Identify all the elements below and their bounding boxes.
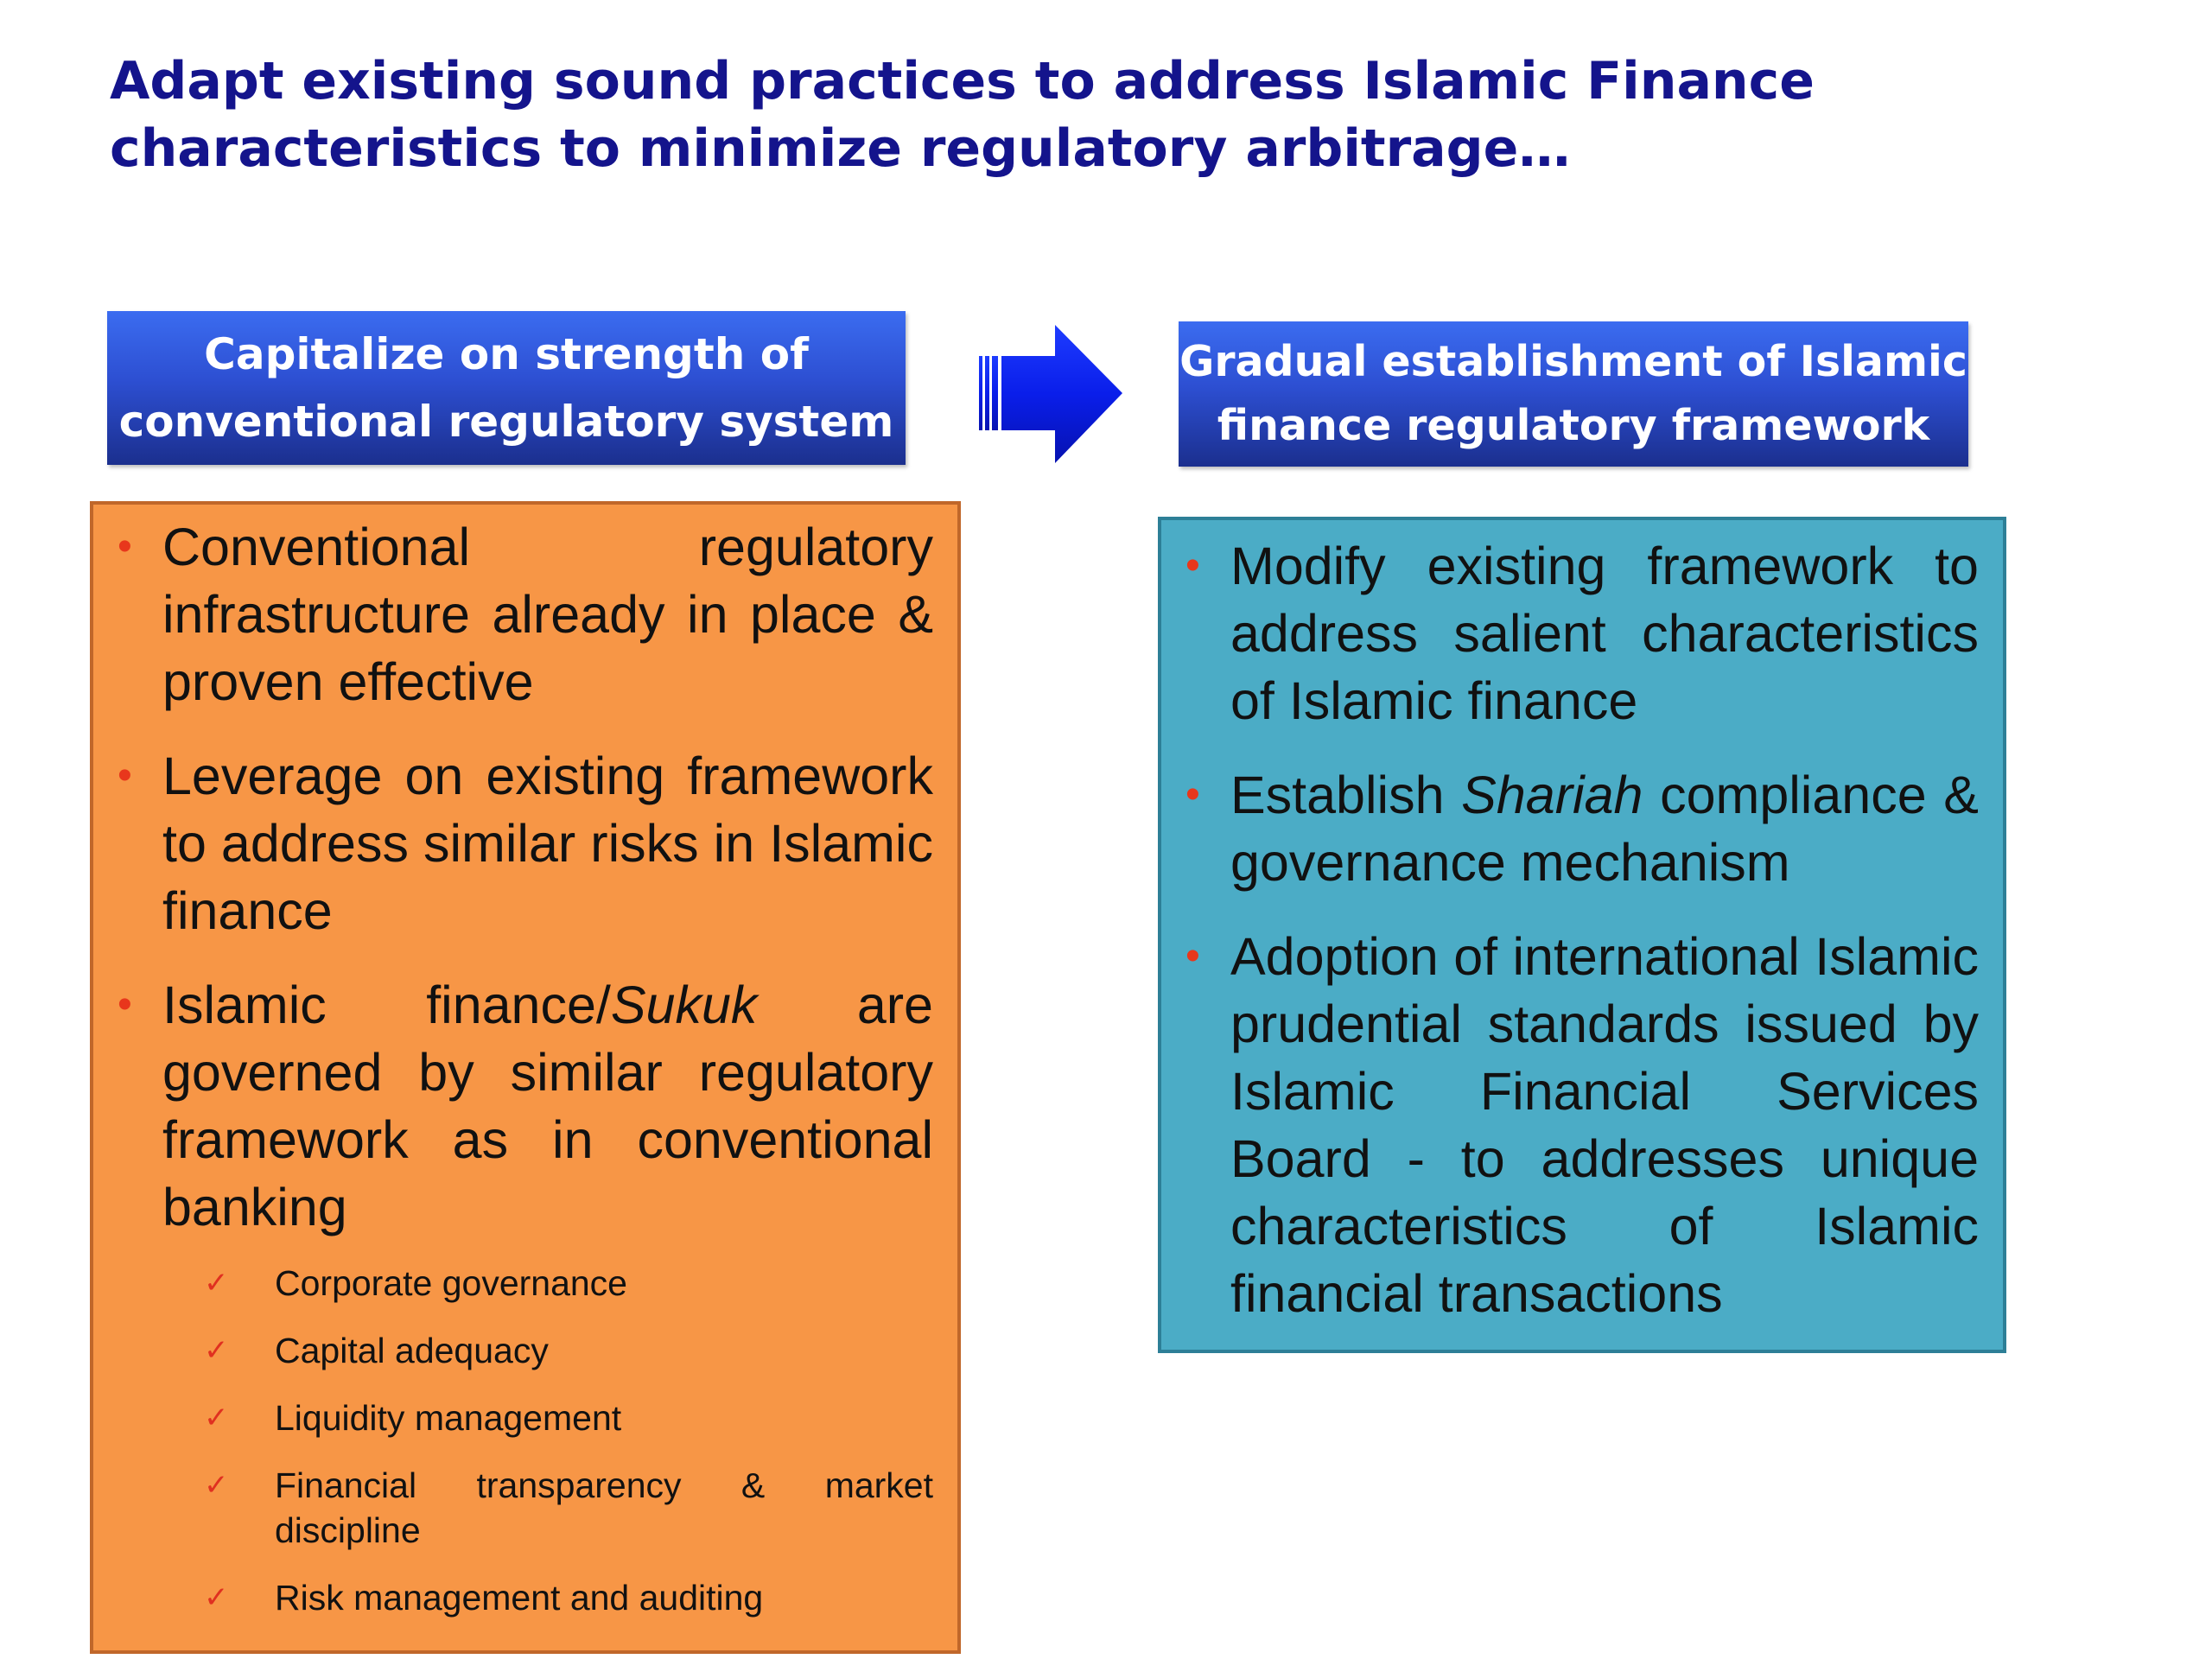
- slide-title-line-1: Adapt existing sound practices to address Islamic Finance: [110, 51, 1815, 111]
- left-header-box: [107, 311, 906, 465]
- right-bullet-text: Adoption of international Islamic prudential standards issued by Islamic Financial Services Board - to addresses unique characteristics of Islamic financial transactions: [1230, 927, 1979, 1323]
- right-bullet-text-italic: Shariah: [1461, 766, 1643, 824]
- right-bullet-text-after: compliance & governance mechanism: [1230, 766, 1979, 892]
- left-header-line-2: conventional regulatory system: [118, 397, 894, 447]
- right-bullet-text: Modify existing framework to address salient characteristics of Islamic finance: [1230, 537, 1979, 730]
- left-bullet-list: [118, 513, 933, 1241]
- left-bullet-text-after: are governed by similar regulatory framework as in conventional banking: [162, 976, 933, 1236]
- left-bullet-text-before: Islamic finance/: [162, 976, 611, 1034]
- left-bullet-text: Conventional regulatory infrastructure already in place & proven effective: [162, 518, 933, 711]
- check-list-item: [204, 1575, 933, 1620]
- check-icon: ✓: [204, 1401, 229, 1435]
- left-header-line-1: Capitalize on strength of: [204, 329, 809, 379]
- check-list-text: Liquidity management: [275, 1398, 622, 1438]
- left-check-list: [162, 1261, 933, 1620]
- right-content-box: [1158, 517, 2006, 1353]
- bullet-dot-icon: •: [1185, 543, 1200, 588]
- left-bullet-item: [118, 742, 933, 944]
- check-icon: ✓: [204, 1266, 229, 1300]
- slide-title-line-2: characteristics to minimize regulatory arbitrage…: [110, 118, 1571, 179]
- right-header-line-1: Gradual establishment of Islamic: [1179, 337, 1967, 386]
- left-content-box: [90, 501, 961, 1654]
- bullet-dot-icon: •: [118, 982, 132, 1027]
- right-header-line-2: finance regulatory framework: [1217, 401, 1930, 450]
- right-bullet-item: [1185, 923, 1979, 1327]
- right-bullet-list: [1185, 532, 1979, 1327]
- right-arrow-icon: [979, 325, 1122, 463]
- check-list-item: [204, 1395, 933, 1440]
- right-bullet-item: [1185, 532, 1979, 734]
- check-list-item: [204, 1463, 933, 1553]
- check-list-item: [204, 1328, 933, 1373]
- check-icon: ✓: [204, 1333, 229, 1368]
- right-bullet-item: [1185, 761, 1979, 896]
- left-bullet-item: [118, 513, 933, 715]
- slide-title: [110, 48, 2011, 182]
- bullet-dot-icon: •: [118, 753, 132, 798]
- bullet-dot-icon: •: [1185, 933, 1200, 979]
- right-header-box: [1179, 321, 1968, 467]
- check-list-text: Risk management and auditing: [275, 1578, 764, 1618]
- check-icon: ✓: [204, 1580, 229, 1615]
- left-bullet-text: Leverage on existing framework to address similar risks in Islamic finance: [162, 747, 933, 940]
- left-bullet-text-italic: Sukuk: [610, 976, 758, 1034]
- bullet-dot-icon: •: [118, 524, 132, 569]
- bullet-dot-icon: •: [1185, 772, 1200, 817]
- right-bullet-text-before: Establish: [1230, 766, 1462, 824]
- check-list-text: Corporate governance: [275, 1263, 627, 1303]
- check-icon: ✓: [204, 1468, 229, 1503]
- left-bullet-item: [118, 971, 933, 1241]
- check-list-item: [204, 1261, 933, 1306]
- check-list-text: Financial transparency & market discipline: [275, 1465, 933, 1550]
- check-list-text: Capital adequacy: [275, 1331, 549, 1370]
